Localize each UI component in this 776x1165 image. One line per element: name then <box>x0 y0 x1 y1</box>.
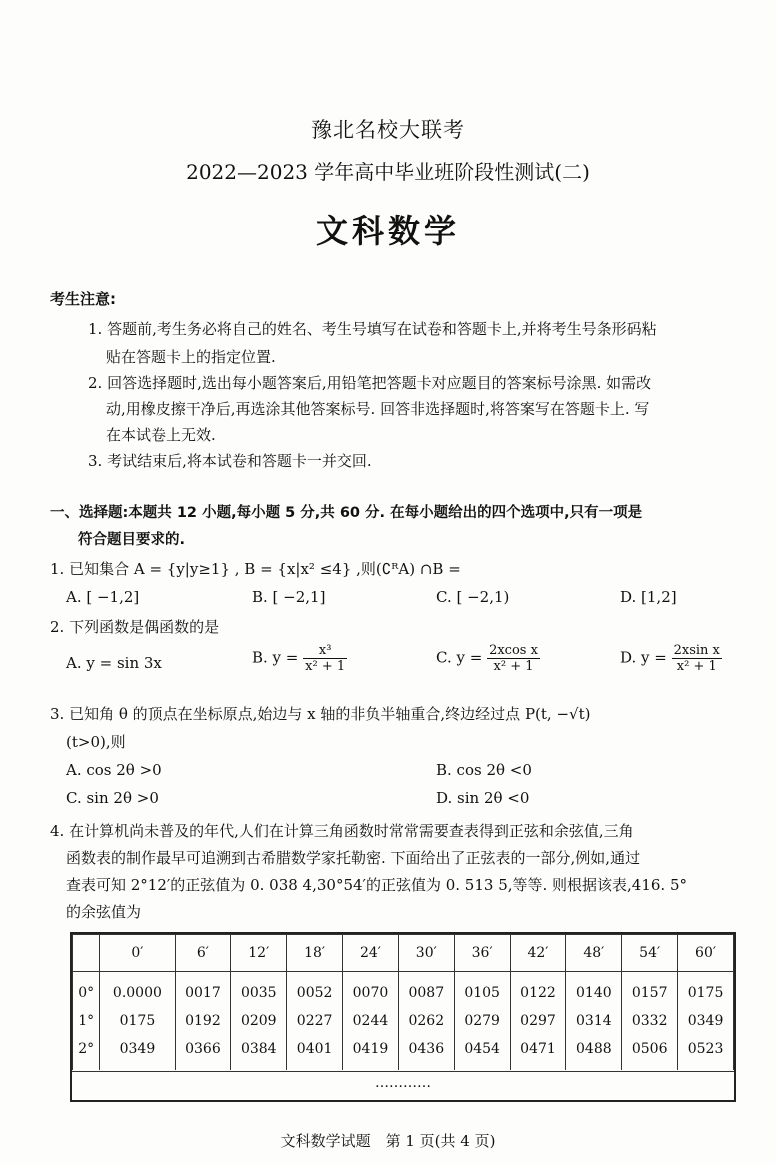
table-cell: 0209 <box>231 1007 287 1035</box>
table-row <box>73 972 734 1008</box>
question-4-stem-cont: 函数表的制作最早可追溯到古希腊数学家托勒密. 下面给出了正弦表的一部分,例如,通过 <box>66 849 641 867</box>
q2-option-d <box>620 643 722 674</box>
q2-option-c <box>436 643 540 674</box>
fraction-denominator: x² + 1 <box>305 659 346 674</box>
table-cell: 0017 <box>175 972 231 1008</box>
table-cell: 1° <box>73 1007 100 1035</box>
table-cell: 0279 <box>454 1007 510 1035</box>
table-cell: 0192 <box>175 1007 231 1035</box>
question-3-stem: 3. 已知角 θ 的顶点在坐标原点,始边与 x 轴的非负半轴重合,终边经过点 P(t, −√t) <box>50 705 591 723</box>
table-header-cell: 30′ <box>398 935 454 972</box>
table-cell: 0.0000 <box>100 972 175 1008</box>
table-row <box>73 1035 734 1070</box>
page-footer: 文科数学试题 第 1 页(共 4 页) <box>280 1132 496 1150</box>
fraction-numerator: 2xcos x <box>489 643 538 658</box>
table-cell: 0° <box>73 972 100 1008</box>
q1-option-c: C. [ −2,1) <box>436 588 510 606</box>
notice-line: 1. 答题前,考生务必将自己的姓名、考生号填写在试卷和答题卡上,并将考生号条形码粘 <box>88 320 657 338</box>
table-header-cell: 24′ <box>343 935 399 972</box>
exam-name: 2022—2023 学年高中毕业班阶段性测试(二) <box>186 160 590 184</box>
q2-option-c-label: C. y = <box>436 648 483 667</box>
table-cell: 0244 <box>343 1007 399 1035</box>
table-cell: 0523 <box>678 1035 734 1070</box>
table-cell: 0401 <box>287 1035 343 1070</box>
table-row <box>73 1007 734 1035</box>
table-cell: 0384 <box>231 1035 287 1070</box>
question-4-stem: 4. 在计算机尚未普及的年代,人们在计算三角函数时常常需要查表得到正弦和余弦值,三角 <box>50 822 634 840</box>
fraction-denominator: x² + 1 <box>493 659 534 674</box>
q2-option-b <box>252 643 347 674</box>
table-cell: 0349 <box>100 1035 175 1070</box>
table-header-cell: 18′ <box>287 935 343 972</box>
q3-option-c: C. sin 2θ >0 <box>66 789 159 807</box>
table-header-cell: 6′ <box>175 935 231 972</box>
notice-line: 2. 回答选择题时,选出每小题答案后,用铅笔把答题卡对应题目的答案标号涂黑. 如需改 <box>88 374 652 392</box>
question-4-stem-cont: 的余弦值为 <box>66 903 142 921</box>
section-heading: 一、选择题:本题共 12 小题,每小题 5 分,共 60 分. 在每小题给出的四个选项中,只有一项是 <box>50 505 643 521</box>
table-cell: 0105 <box>454 972 510 1008</box>
table-header-cell: 54′ <box>622 935 678 972</box>
table-header-cell: 42′ <box>510 935 566 972</box>
sine-table <box>70 932 736 1102</box>
table-cell: 0349 <box>678 1007 734 1035</box>
table-header-cell: 36′ <box>454 935 510 972</box>
notice-heading: 考生注意: <box>50 290 116 308</box>
table-cell: 0454 <box>454 1035 510 1070</box>
notice-line: 动,用橡皮擦干净后,再选涂其他答案标号. 回答非选择题时,将答案写在答题卡上. 写 <box>106 400 650 418</box>
table-cell: 0471 <box>510 1035 566 1070</box>
notice-line: 3. 考试结束后,将本试卷和答题卡一并交回. <box>88 452 372 470</box>
table-cell: 0332 <box>622 1007 678 1035</box>
table-cell: 0366 <box>175 1035 231 1070</box>
table-cell: 0140 <box>566 972 622 1008</box>
question-1-stem: 1. 已知集合 A = {y|y≥1} , B = {x|x² ≤4} ,则(∁ᴿA) ∩B = <box>50 560 461 578</box>
table-cell: 0227 <box>287 1007 343 1035</box>
fraction-numerator: 2xsin x <box>673 643 720 658</box>
table-cell: 0488 <box>566 1035 622 1070</box>
q2-option-b-label: B. y = <box>252 648 299 667</box>
q3-option-b: B. cos 2θ <0 <box>436 761 532 779</box>
table-cell: 2° <box>73 1035 100 1070</box>
fraction-numerator: x³ <box>303 643 347 659</box>
question-4-stem-cont: 查表可知 2°12′的正弦值为 0. 038 4,30°54′的正弦值为 0. 513 5,等等. 则根据该表,416. 5° <box>66 876 688 894</box>
table-cell: 0157 <box>622 972 678 1008</box>
table-cell: 0506 <box>622 1035 678 1070</box>
table-cell: 0087 <box>398 972 454 1008</box>
table-cell: 0297 <box>510 1007 566 1035</box>
question-2-stem: 2. 下列函数是偶函数的是 <box>50 618 220 636</box>
table-header-cell: 60′ <box>678 935 734 972</box>
q2-option-d-label: D. y = <box>620 648 667 667</box>
table-header-cell <box>73 935 100 972</box>
table-cell: 0122 <box>510 972 566 1008</box>
table-cell: 0052 <box>287 972 343 1008</box>
subject-title: 文科数学 <box>315 212 460 250</box>
table-cell: 0035 <box>231 972 287 1008</box>
table-cell: 0175 <box>678 972 734 1008</box>
table-header-cell: 12′ <box>231 935 287 972</box>
fraction-denominator: x² + 1 <box>676 659 717 674</box>
q3-option-a: A. cos 2θ >0 <box>66 761 162 779</box>
section-heading-cont: 符合题目要求的. <box>78 532 186 548</box>
q1-option-a: A. [ −1,2] <box>66 588 140 606</box>
table-cell: 0070 <box>343 972 399 1008</box>
table-cell: 0262 <box>398 1007 454 1035</box>
table-cell: 0314 <box>566 1007 622 1035</box>
sine-table-header-row <box>73 935 734 972</box>
table-cell: 0436 <box>398 1035 454 1070</box>
notice-line: 贴在答题卡上的指定位置. <box>106 348 276 366</box>
table-header-cell: 0′ <box>100 935 175 972</box>
q2-option-b-fraction <box>303 643 347 674</box>
q1-option-b: B. [ −2,1] <box>252 588 326 606</box>
q2-option-d-fraction <box>672 643 722 674</box>
q1-option-d: D. [1,2] <box>620 588 677 606</box>
q2-option-c-fraction <box>487 643 540 674</box>
table-header-cell: 48′ <box>566 935 622 972</box>
question-3-stem-cont: (t>0),则 <box>66 733 126 751</box>
exam-organizer: 豫北名校大联考 <box>311 118 465 142</box>
q3-option-d: D. sin 2θ <0 <box>436 789 530 807</box>
sine-table-grid <box>72 934 734 1070</box>
table-cell: 0419 <box>343 1035 399 1070</box>
notice-line: 在本试卷上无效. <box>106 426 216 444</box>
table-continuation: ………… <box>72 1071 734 1100</box>
table-cell: 0175 <box>100 1007 175 1035</box>
q2-option-a: A. y = sin 3x <box>66 654 162 672</box>
